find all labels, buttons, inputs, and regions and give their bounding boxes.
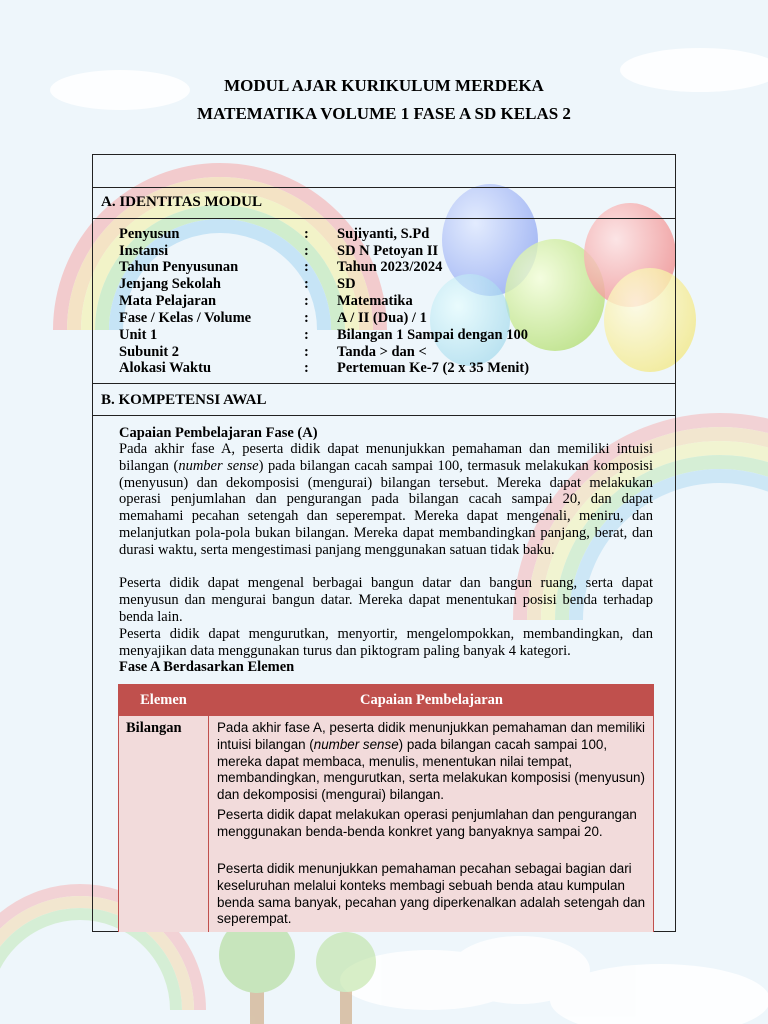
table-divider	[92, 383, 676, 384]
document-subtitle: MATEMATIKA VOLUME 1 FASE A SD KELAS 2	[197, 104, 571, 123]
identity-colon: :	[304, 293, 309, 309]
identity-key: Alokasi Waktu	[119, 360, 212, 376]
identity-key: Instansi	[119, 243, 169, 259]
identity-value: A / II (Dua) / 1	[337, 310, 427, 326]
elemen-heading: Fase A Berdasarkan Elemen	[119, 659, 295, 675]
cell-emphasis: number sense	[313, 736, 399, 752]
identity-key: Unit 1	[119, 327, 158, 343]
identity-key: Jenjang Sekolah	[119, 276, 221, 292]
capaian-paragraph-3: Peserta didik dapat mengurutkan, menyortir, mengelompokkan, membandingkan, dan menyajikan data menggunakan turus dan piktogram paling banyak 4 kategori.	[119, 626, 653, 659]
table-divider	[92, 218, 676, 219]
identity-colon: :	[304, 259, 309, 275]
column-header-capaian: Capaian Pembelajaran	[360, 692, 503, 708]
identity-value: Sujiyanti, S.Pd	[337, 226, 430, 242]
paragraph-emphasis: number sense	[178, 457, 259, 474]
identity-colon: :	[304, 243, 309, 259]
paragraph-text: ) pada bilangan cacah sampai 100, termasuk melakukan komposisi (menyusun) dan dekomposisi (mengurai) bilangan tersebut. Mereka dapat melakukan operasi penjumlahan dan pengurangan pada bilangan cacah sampai 20, dan dapat memahami pecahan setengah dan seperempat. Mereka dapat mengenali, meniru, dan melanjutkan pola-pola bukan bilangan. Mereka dapat membandingkan panjang, berat, dan durasi waktu, serta mengestimasi panjang menggunakan satuan tidak baku.	[119, 457, 653, 558]
identity-value: Pertemuan Ke-7 (2 x 35 Menit)	[337, 360, 530, 376]
identity-value: SD N Petoyan II	[337, 243, 439, 259]
capaian-heading: Capaian Pembelajaran Fase (A)	[119, 425, 318, 441]
identity-key: Penyusun	[119, 226, 180, 242]
identity-colon: :	[304, 276, 309, 292]
identity-value: SD	[337, 276, 356, 292]
capaian-cell-paragraph-2: Peserta didik dapat melakukan operasi penjumlahan dan pengurangan menggunakan benda-benda konkret yang banyaknya sampai 20.	[217, 807, 637, 839]
identity-key: Tahun Penyusunan	[119, 259, 239, 275]
identity-row	[119, 310, 659, 327]
capaian-cell-paragraph-3: Peserta didik menunjukkan pemahaman pecahan sebagai bagian dari keseluruhan melalui konteks membagi sebuah benda atau kumpulan benda sama banyak, pecahan yang diperkenalkan adalah setengah dan seperempat.	[217, 861, 646, 927]
elemen-cell: Bilangan	[126, 720, 182, 736]
elemen-table-header	[118, 684, 654, 716]
table-divider	[92, 415, 676, 416]
table-divider	[92, 187, 676, 188]
identity-key: Subunit 2	[119, 344, 180, 360]
capaian-cell-paragraph-1	[217, 720, 647, 804]
identity-value: Tahun 2023/2024	[337, 259, 443, 275]
section-b-heading: B. KOMPETENSI AWAL	[101, 392, 267, 408]
identity-row	[119, 259, 659, 276]
identity-colon: :	[304, 327, 309, 343]
identity-colon: :	[304, 310, 309, 326]
capaian-paragraph-1	[119, 441, 653, 559]
document-title: MODUL AJAR KURIKULUM MERDEKA	[224, 76, 544, 95]
identity-row	[119, 327, 659, 344]
identity-row	[119, 360, 659, 377]
identity-value: Tanda > dan <	[337, 344, 427, 360]
identity-value: Matematika	[337, 293, 413, 309]
identity-key: Fase / Kelas / Volume	[119, 310, 252, 326]
table-column-divider	[208, 716, 209, 932]
identity-value: Bilangan 1 Sampai dengan 100	[337, 327, 528, 343]
capaian-paragraph-2: Peserta didik dapat mengenal berbagai bangun datar dan bangun ruang, serta dapat menyusun dan mengurai bangun datar. Mereka dapat menentukan posisi benda terhadap benda lain.	[119, 575, 653, 625]
identity-row	[119, 226, 659, 243]
paragraph-text: Pada akhir fase A, peserta didik dapat menunjukkan pemahaman dan memiliki intuisi bilangan (	[119, 441, 653, 474]
identity-colon: :	[304, 360, 309, 376]
section-a-heading: A. IDENTITAS MODUL	[101, 194, 262, 210]
identity-colon: :	[304, 226, 309, 242]
cell-text: ) pada bilangan cacah sampai 100, mereka dapat membaca, menulis, menentukan nilai tempat, membandingkan, mengurutkan, serta melakukan komposisi (menyusun) dan dekomposisi (mengurai) bilangan.	[217, 736, 645, 803]
identity-row	[119, 293, 659, 310]
cell-text: Pada akhir fase A, peserta didik menunjukkan pemahaman dan memiliki intuisi bilangan (	[217, 720, 645, 752]
identity-row	[119, 276, 659, 293]
identity-row	[119, 344, 659, 361]
column-header-elemen: Elemen	[140, 692, 187, 708]
identity-row	[119, 243, 659, 260]
identity-key: Mata Pelajaran	[119, 293, 217, 309]
identity-colon: :	[304, 344, 309, 360]
